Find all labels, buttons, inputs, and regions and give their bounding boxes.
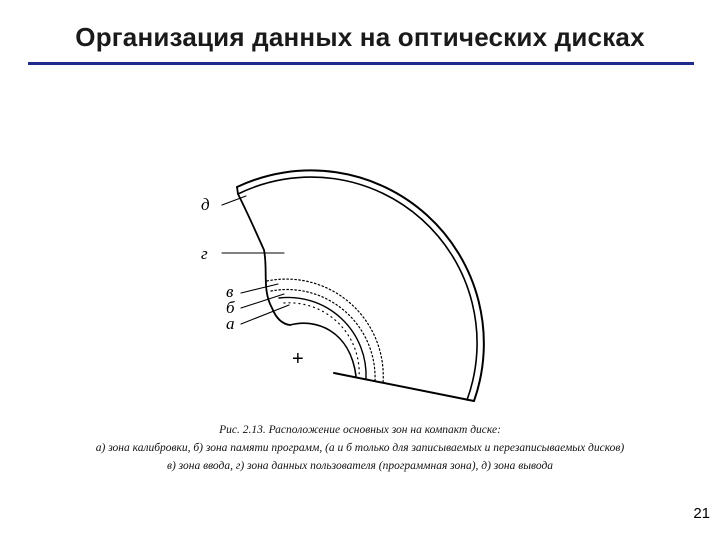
- leader-line-b: [241, 294, 284, 308]
- zone-label-b: б: [226, 298, 235, 317]
- lead-out-arc: [238, 177, 477, 400]
- zone-label-g: г: [201, 244, 208, 263]
- zone-label-v: в: [226, 282, 234, 301]
- zone-label-d: д: [201, 195, 210, 214]
- outer-edge-arc: [237, 170, 484, 401]
- program-area-edge: [237, 187, 290, 325]
- slide-title: Организация данных на оптических дисках: [75, 22, 645, 52]
- radial-edge: [334, 373, 474, 401]
- page-number: 21: [693, 505, 710, 522]
- caption-line-1: Рис. 2.13. Расположение основных зон на компакт диске:: [219, 424, 501, 436]
- disc-center-mark: +: [292, 348, 304, 370]
- leader-line-v: [241, 284, 278, 293]
- zone-label-a: а: [226, 314, 235, 333]
- caption-line-2: а) зона калибровки, б) зона памяти программ, (а и б только для записываемых и перезаписываемых дисков): [95, 442, 625, 454]
- lead-in-arc-inner: [271, 290, 375, 381]
- figure-caption: [10, 421, 710, 475]
- caption-line-3: в) зона ввода, г) зона данных пользователя (программная зона), д) зона вывода: [166, 460, 554, 472]
